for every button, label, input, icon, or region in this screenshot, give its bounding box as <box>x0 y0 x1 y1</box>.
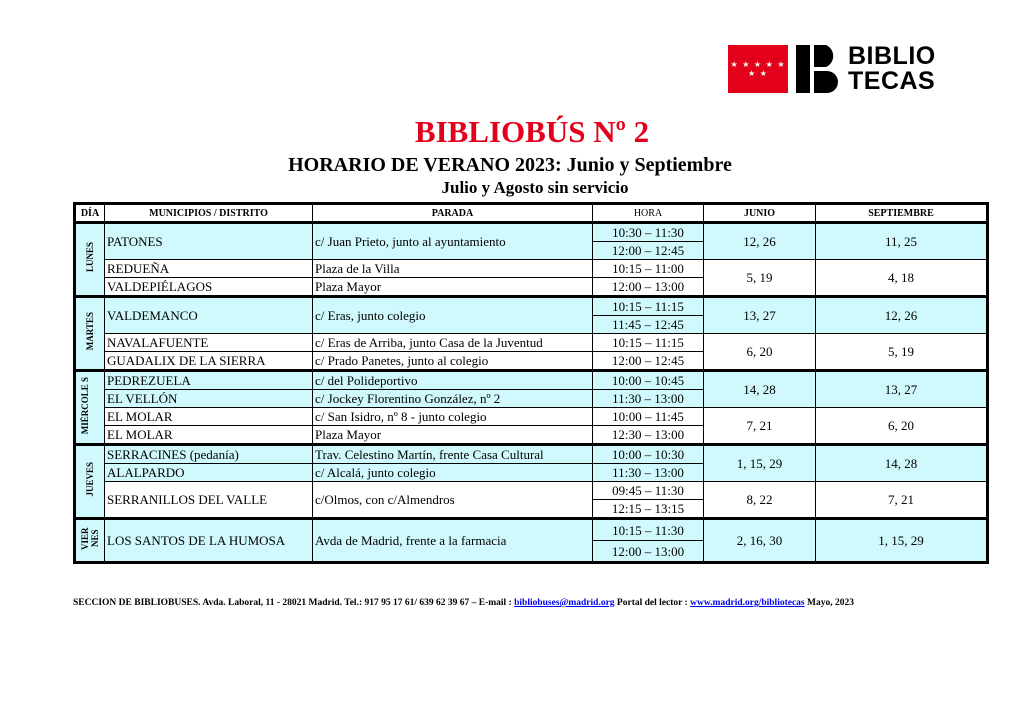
b-logo-icon <box>796 45 840 93</box>
parada-cell: Avda de Madrid, frente a la farmacia <box>313 519 593 563</box>
municipio-cell: GUADALIX DE LA SIERRA <box>105 352 313 371</box>
day-cell-lunes: LUNES <box>75 223 105 297</box>
footer <box>73 598 1013 608</box>
portal-link[interactable]: www.madrid.org/bibliotecas <box>690 598 805 608</box>
septiembre-cell: 5, 19 <box>816 334 988 371</box>
septiembre-cell: 7, 21 <box>816 482 988 519</box>
day-cell-miercoles: MIÉRCOLE S <box>75 371 105 445</box>
parada-cell: c/ Jockey Florentino González, nº 2 <box>313 390 593 408</box>
parada-cell: c/ Eras de Arriba, junto Casa de la Juventud <box>313 334 593 352</box>
header-junio: JUNIO <box>704 204 816 223</box>
day-cell-martes: MARTES <box>75 297 105 371</box>
hora-cell: 12:00 – 13:00 <box>593 278 704 297</box>
hora-cell: 11:30 – 13:00 <box>593 390 704 408</box>
hora-cell: 10:15 – 11:15 <box>593 297 704 316</box>
table-row <box>75 408 988 426</box>
municipio-cell: PATONES <box>105 223 313 260</box>
hora-cell: 12:00 – 12:45 <box>593 352 704 371</box>
table-header-row <box>75 204 988 223</box>
municipio-cell: NAVALAFUENTE <box>105 334 313 352</box>
parada-cell: c/Olmos, con c/Almendros <box>313 482 593 519</box>
email-link[interactable]: bibliobuses@madrid.org <box>514 598 615 608</box>
day-cell-viernes: VIER NES <box>75 519 105 563</box>
hora-cell: 10:00 – 10:30 <box>593 445 704 464</box>
junio-cell: 6, 20 <box>704 334 816 371</box>
municipio-cell: EL MOLAR <box>105 408 313 426</box>
municipio-cell: EL MOLAR <box>105 426 313 445</box>
table-row <box>75 334 988 352</box>
parada-cell: c/ San Isidro, nº 8 - junto colegio <box>313 408 593 426</box>
municipio-cell: VALDEMANCO <box>105 297 313 334</box>
junio-cell: 13, 27 <box>704 297 816 334</box>
parada-cell: c/ Prado Panetes, junto al colegio <box>313 352 593 371</box>
hora-cell: 12:00 – 13:00 <box>593 541 704 563</box>
header-municipios: MUNICIPIOS / DISTRITO <box>105 204 313 223</box>
parada-cell: Plaza Mayor <box>313 426 593 445</box>
junio-cell: 5, 19 <box>704 260 816 297</box>
hora-cell: 11:45 – 12:45 <box>593 316 704 334</box>
bibliotecas-logo <box>728 44 936 94</box>
parada-cell: c/ Alcalá, junto colegio <box>313 464 593 482</box>
hora-cell: 10:15 – 11:15 <box>593 334 704 352</box>
parada-cell: Plaza Mayor <box>313 278 593 297</box>
hora-cell: 10:15 – 11:30 <box>593 519 704 541</box>
table-row <box>75 445 988 464</box>
footer-address: SECCION DE BIBLIOBUSES. Avda. Laboral, 11 - 28021 Madrid. Tel.: 917 95 17 61/ 639 62 39 67 – E-mail : <box>73 598 515 608</box>
municipio-cell: SERRACINES (pedanía) <box>105 445 313 464</box>
header-hora: HORA <box>593 204 704 223</box>
table-row <box>75 482 988 500</box>
hora-cell: 12:15 – 13:15 <box>593 500 704 519</box>
schedule-table <box>73 202 989 564</box>
hora-cell: 10:00 – 11:45 <box>593 408 704 426</box>
header-septiembre: SEPTIEMBRE <box>816 204 988 223</box>
municipio-cell: REDUEÑA <box>105 260 313 278</box>
hora-cell: 11:30 – 13:00 <box>593 464 704 482</box>
septiembre-cell: 4, 18 <box>816 260 988 297</box>
header-dia: DÍA <box>75 204 105 223</box>
footer-portal-label: Portal del lector : <box>614 598 691 608</box>
day-cell-jueves: JUEVES <box>75 445 105 519</box>
hora-cell: 10:00 – 10:45 <box>593 371 704 390</box>
junio-cell: 1, 15, 29 <box>704 445 816 482</box>
hora-cell: 10:30 – 11:30 <box>593 223 704 242</box>
hora-cell: 12:00 – 12:45 <box>593 242 704 260</box>
septiembre-cell: 13, 27 <box>816 371 988 408</box>
madrid-flag-icon <box>728 45 788 93</box>
hora-cell: 10:15 – 11:00 <box>593 260 704 278</box>
septiembre-cell: 12, 26 <box>816 297 988 334</box>
page-subtitle-note: Julio y Agosto sin servicio <box>441 178 629 197</box>
municipio-cell: LOS SANTOS DE LA HUMOSA <box>105 519 313 563</box>
junio-cell: 7, 21 <box>704 408 816 445</box>
table-row <box>75 260 988 278</box>
header-parada: PARADA <box>313 204 593 223</box>
junio-cell: 14, 28 <box>704 371 816 408</box>
hora-cell: 09:45 – 11:30 <box>593 482 704 500</box>
municipio-cell: PEDREZUELA <box>105 371 313 390</box>
septiembre-cell: 14, 28 <box>816 445 988 482</box>
junio-cell: 12, 26 <box>704 223 816 260</box>
junio-cell: 2, 16, 30 <box>704 519 816 563</box>
table-row <box>75 519 988 541</box>
page-subtitle: HORARIO DE VERANO 2023: Junio y Septiembre <box>288 154 732 176</box>
hora-cell: 12:30 – 13:00 <box>593 426 704 445</box>
septiembre-cell: 6, 20 <box>816 408 988 445</box>
parada-cell: c/ Juan Prieto, junto al ayuntamiento <box>313 223 593 260</box>
septiembre-cell: 1, 15, 29 <box>816 519 988 563</box>
municipio-cell: VALDEPIÉLAGOS <box>105 278 313 297</box>
municipio-cell: ALALPARDO <box>105 464 313 482</box>
junio-cell: 8, 22 <box>704 482 816 519</box>
table-row <box>75 371 988 390</box>
page-title: BIBLIOBÚS Nº 2 <box>414 114 650 149</box>
footer-date: Mayo, 2023 <box>804 598 854 608</box>
septiembre-cell: 11, 25 <box>816 223 988 260</box>
municipio-cell: EL VELLÓN <box>105 390 313 408</box>
logo-wordmark: BIBLIO TECAS <box>848 42 936 95</box>
parada-cell: Plaza de la Villa <box>313 260 593 278</box>
table-row <box>75 223 988 242</box>
parada-cell: c/ Eras, junto colegio <box>313 297 593 334</box>
parada-cell: Trav. Celestino Martín, frente Casa Cultural <box>313 445 593 464</box>
flag-stars: ★ ★ ★ ★ ★ ★ ★ <box>730 60 786 78</box>
parada-cell: c/ del Polideportivo <box>313 371 593 390</box>
municipio-cell: SERRANILLOS DEL VALLE <box>105 482 313 519</box>
table-row <box>75 297 988 316</box>
